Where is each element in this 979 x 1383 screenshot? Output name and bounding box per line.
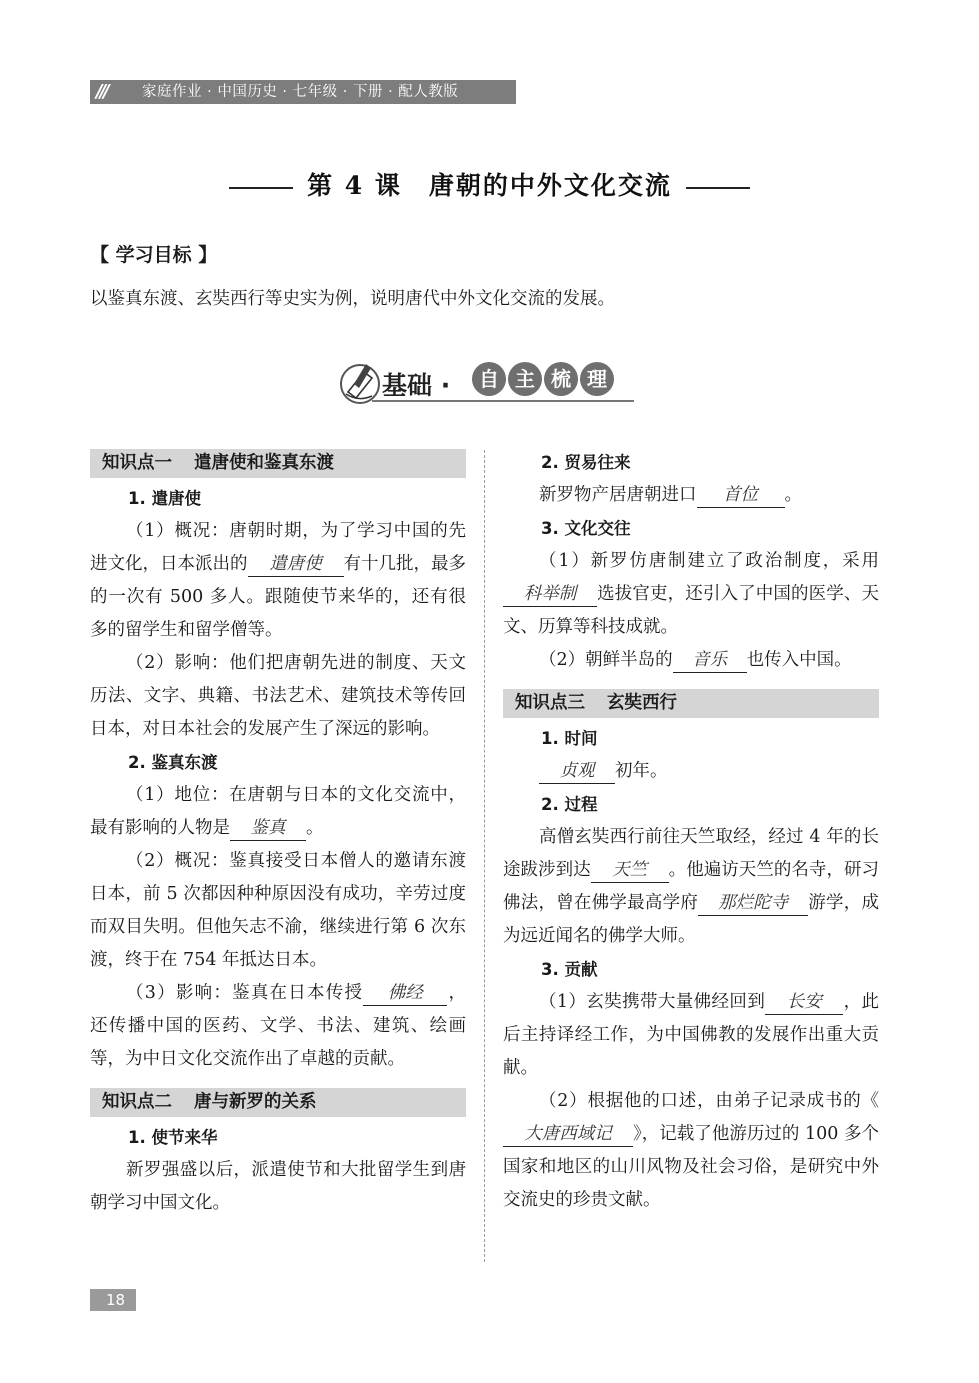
- title-dash-left: [229, 187, 293, 189]
- lesson-title: [0, 166, 979, 202]
- answer-blank: 贞观: [539, 759, 615, 784]
- kp2-para4: [503, 644, 879, 677]
- answer-blank: 遣唐使: [248, 552, 344, 577]
- kp2-title: 知识点二: [102, 1092, 172, 1112]
- kp1-sub2: 2. 鉴真东渡: [128, 753, 218, 772]
- banner-circle: 梳: [544, 362, 578, 396]
- kp1-p1b: 有十几批，最多的一次有 500 多人。跟随使节来华的，还有很多的留学生和留学僧等。: [90, 554, 466, 640]
- answer-blank: 音乐: [673, 648, 747, 673]
- kp1-heading: [90, 449, 466, 478]
- kp3-para2: [503, 821, 879, 953]
- kp3-p4a: （2）根据他的口述，由弟子记录成书的《: [539, 1091, 879, 1111]
- kp1-title: 知识点一: [102, 453, 172, 473]
- kp1-p5b: ，还传播中国的医药、文学、书法、建筑、绘画等，为中日文化交流作出了卓越的贡献。: [90, 983, 467, 1069]
- kp2-para1: 新罗强盛以后，派遣使节和大批留学生到唐朝学习中国文化。: [90, 1160, 466, 1213]
- kp2-p3b: 选拔官吏，还引入了中国的医学、天文、历算等科技成就。: [503, 584, 879, 637]
- kp1-sub1: 1. 遣唐使: [128, 489, 201, 508]
- kp2-sub3: 3. 文化交往: [541, 519, 631, 538]
- kp3-sub3: 3. 贡献: [541, 960, 598, 979]
- header-slashes: ///: [96, 81, 107, 102]
- answer-blank: 天竺: [591, 858, 669, 883]
- lesson-title-text: 第 4 课 唐朝的中外文化交流: [307, 171, 672, 200]
- banner-text: 基础 ·: [382, 371, 451, 400]
- kp2-para2: [503, 479, 879, 512]
- banner-circle: 主: [508, 362, 542, 396]
- kp1-p3b: 。: [306, 818, 324, 838]
- answer-blank: 那烂陀寺: [698, 891, 808, 916]
- goal-heading: 【 学习目标 】: [90, 244, 218, 266]
- kp3-p2b: 。他遍访天竺的名寺，研习佛法，曾在佛学最高学府: [503, 860, 880, 913]
- pen-paper-icon: [338, 358, 382, 406]
- banner-underline: [372, 400, 634, 402]
- running-header: [90, 80, 516, 104]
- kp1-p1a: （1）概况：唐朝时期，为了学习中国的先进文化，日本派出的: [90, 521, 466, 574]
- banner-circles: [472, 362, 614, 396]
- kp2-p2a: 新罗物产居唐朝进口: [539, 485, 697, 505]
- answer-blank: 佛经: [363, 981, 447, 1006]
- column-divider: [484, 450, 485, 1262]
- section-banner: [338, 358, 638, 410]
- kp1-para3: [90, 779, 466, 845]
- kp2-name: 唐与新罗的关系: [194, 1092, 317, 1112]
- kp3-p2c: 游学，成为远近闻名的佛学大师。: [503, 893, 880, 946]
- goal-text: 以鉴真东渡、玄奘西行等史实为例，说明唐代中外文化交流的发展。: [90, 289, 615, 309]
- kp3-para4: [503, 1085, 879, 1217]
- kp2-sub1: 1. 使节来华: [128, 1128, 218, 1147]
- answer-blank: 长安: [765, 990, 843, 1015]
- kp3-heading: [503, 689, 879, 718]
- kp1-name: 遣唐使和鉴真东渡: [194, 453, 334, 473]
- kp1-p5a: （3）影响：鉴真在日本传授: [126, 983, 364, 1003]
- kp3-para1: [503, 755, 879, 788]
- kp1-para1: [90, 515, 466, 647]
- kp1-para2: （2）影响：他们把唐朝先进的制度、天文历法、文字、典籍、书法艺术、建筑技术等传回日本，对日本社会的发展产生了深远的影响。: [90, 653, 466, 739]
- kp3-p2a: 高僧玄奘西行前往天竺取经，经过 4 年的长途跋涉到达: [503, 827, 879, 880]
- banner-circle: 理: [580, 362, 614, 396]
- page-number: 18: [106, 1291, 126, 1309]
- kp2-p4b: 也传入中国。: [746, 650, 852, 670]
- kp1-para4: （2）概况：鉴真接受日本僧人的邀请东渡日本，前 5 次都因种种原因没有成功，辛劳过度而双目失明。但他矢志不渝，继续进行第 6 次东渡，终于在 754 年抵达日本。: [90, 851, 466, 970]
- kp3-name: 玄奘西行: [607, 693, 677, 713]
- kp2-p3a: （1）新罗仿唐制建立了政治制度，采用: [539, 551, 879, 571]
- kp3-p3b: ，此后主持译经工作，为中国佛教的发展作出重大贡献。: [503, 992, 879, 1078]
- kp3-p4b: 》，记载了他游历过的 100 多个国家和地区的山川风物及社会习俗，是研究中外交流史的珍贵文献。: [503, 1124, 879, 1210]
- kp2-heading: [90, 1088, 466, 1117]
- title-dash-right: [686, 187, 750, 189]
- answer-blank: 大唐西域记: [503, 1122, 633, 1147]
- kp3-title: 知识点三: [515, 693, 585, 713]
- kp2-para3: [503, 545, 879, 644]
- header-text: 家庭作业 · 中国历史 · 七年级 · 下册 · 配人教版: [142, 84, 459, 100]
- answer-blank: 首位: [697, 483, 785, 508]
- kp1-p3a: （1）地位：在唐朝与日本的文化交流中，最有影响的人物是: [90, 785, 466, 838]
- kp3-p3a: （1）玄奘携带大量佛经回到: [539, 992, 766, 1012]
- answer-blank: 科举制: [503, 582, 597, 607]
- kp3-para3: [503, 986, 879, 1085]
- kp2-sub2: 2. 贸易往来: [541, 453, 631, 472]
- kp2-p4a: （2）朝鲜半岛的: [539, 650, 673, 670]
- kp3-sub2: 2. 过程: [541, 795, 598, 814]
- answer-blank: 鉴真: [230, 816, 306, 841]
- kp2-p2b: 。: [784, 485, 802, 505]
- kp1-para5: [90, 977, 466, 1076]
- kp3-sub1: 1. 时间: [541, 729, 598, 748]
- left-column: [90, 449, 466, 1220]
- banner-circle: 自: [472, 362, 506, 396]
- right-column: [503, 446, 879, 1217]
- kp3-p1b: 初年。: [615, 761, 668, 781]
